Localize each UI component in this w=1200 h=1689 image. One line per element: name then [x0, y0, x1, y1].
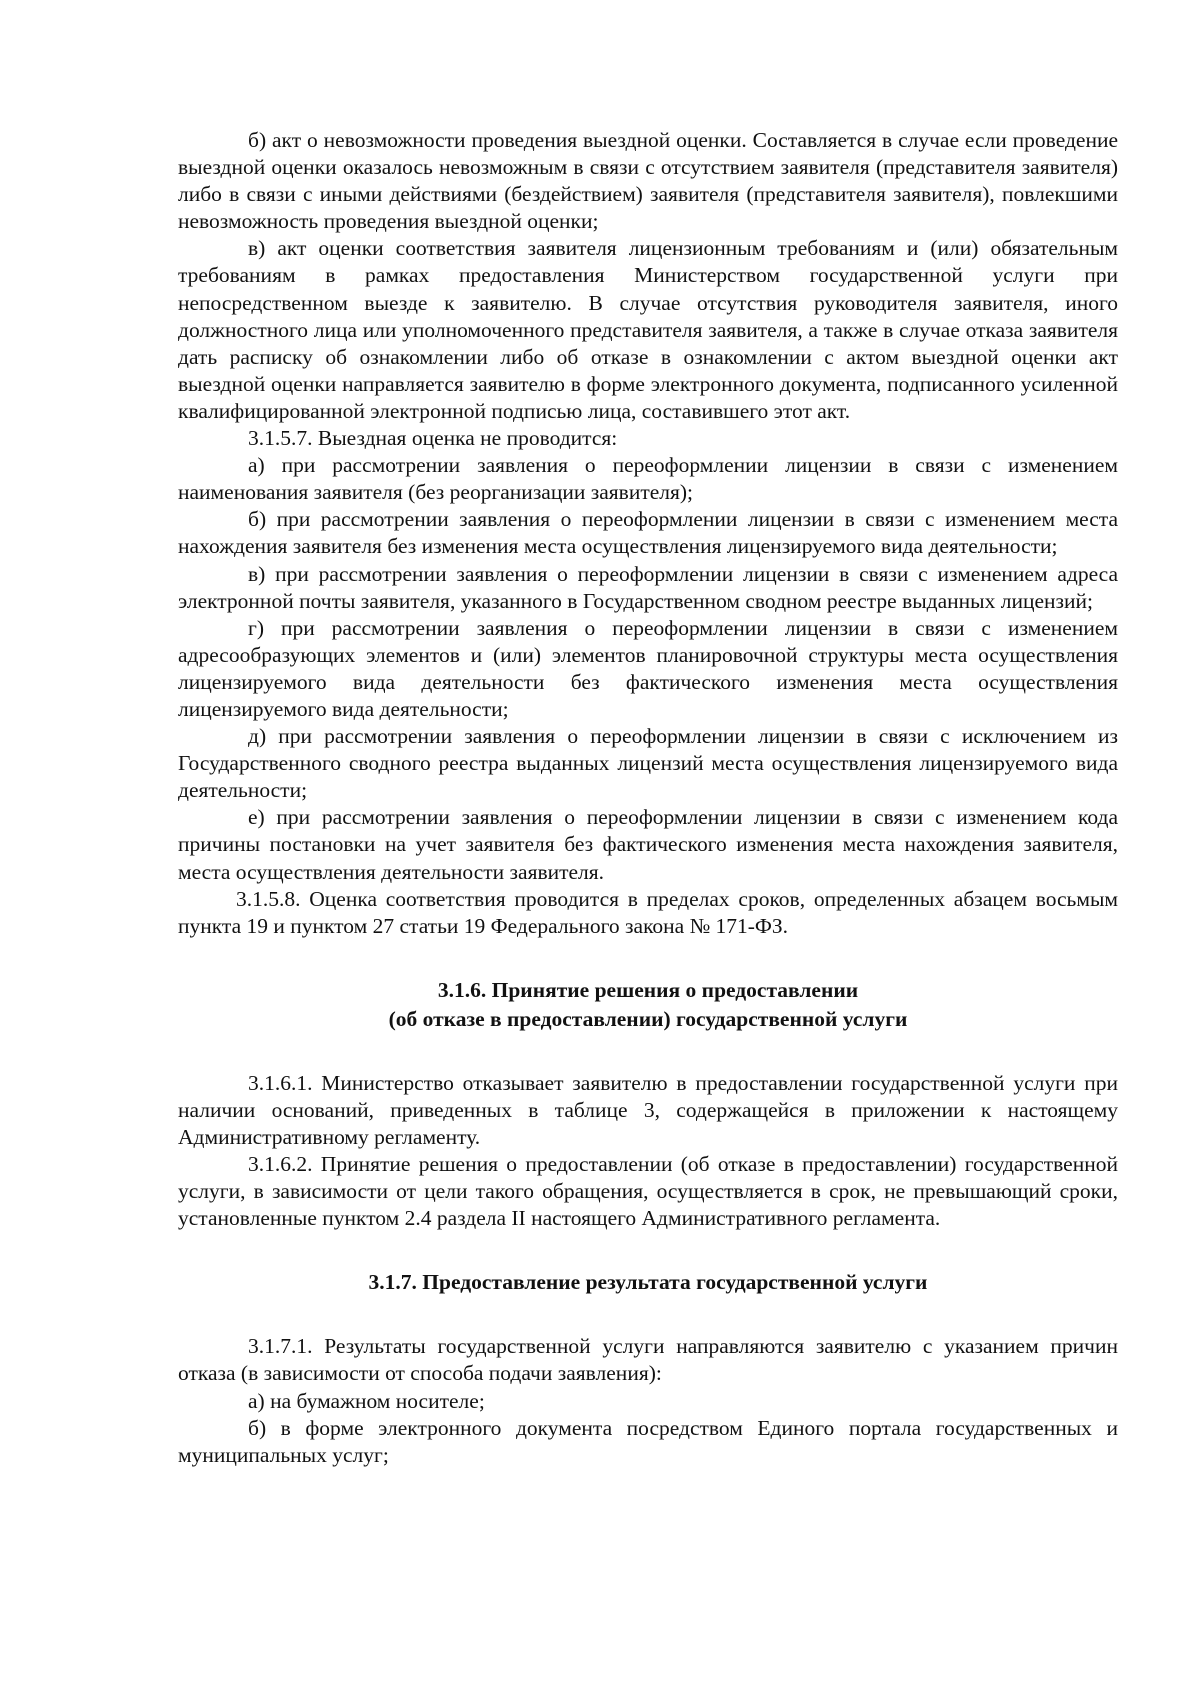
- section-heading-3-1-6: [178, 976, 1118, 1034]
- paragraph-3-1-5-7: 3.1.5.7. Выездная оценка не проводится:: [248, 426, 618, 451]
- paragraph-3-1-7-1: 3.1.7.1. Результаты государственной услуги направляются заявителю с указанием причин отказа (в зависимости от способа подачи заявления):: [178, 1334, 1118, 1386]
- paragraph-v: в) при рассмотрении заявления о переоформлении лицензии в связи с изменением адреса электронной почты заявителя, указанного в Государственном сводном реестре выданных лицензий;: [178, 561, 1118, 613]
- paragraph-g: г) при рассмотрении заявления о переоформлении лицензии в связи с изменением адресообразующих элементов и (или) элементов планировочной структуры места осуществления лицензируемого вида деятельности без фактического изменения места осуществления лицензируемого вида деятельности;: [178, 615, 1118, 721]
- paragraph-a: а) при рассмотрении заявления о переоформлении лицензии в связи с изменением наименования заявителя (без реорганизации заявителя);: [178, 453, 1118, 505]
- paragraph-d: д) при рассмотрении заявления о переоформлении лицензии в связи с исключением из Государственного сводного реестра выданных лицензий места осуществления лицензируемого вида деятельности;: [178, 724, 1118, 803]
- paragraph-3-1-5-8: 3.1.5.8. Оценка соответствия проводится в пределах сроков, определенных абзацем восьмым пункта 19 и пунктом 27 статьи 19 Федерального закона № 171-ФЗ.: [178, 886, 1118, 938]
- paragraph-a-paper: а) на бумажном носителе;: [248, 1388, 485, 1413]
- paragraph-b-electronic: б) в форме электронного документа посредством Единого портала государственных и муниципальных услуг;: [178, 1415, 1118, 1467]
- heading-3-1-7: 3.1.7. Предоставление результата государственной услуги: [368, 1270, 928, 1295]
- heading-3-1-6-line-2: (об отказе в предоставлении) государственной услуги: [388, 1006, 908, 1031]
- paragraph-b-akt: б) акт о невозможности проведения выездной оценки. Составляется в случае если проведение выездной оценки оказалось невозможным в связи с отсутствием заявителя (представителя заявителя) либо в связи с иными действиями (бездействием) заявителя (представителя заявителя), повлекшими невозможность проведения выездной оценки;: [178, 128, 1118, 234]
- heading-3-1-6-line-1: 3.1.6. Принятие решения о предоставлении: [437, 977, 859, 1002]
- paragraph-3-1-6-2: 3.1.6.2. Принятие решения о предоставлении (об отказе в предоставлении) государственной услуги, в зависимости от цели такого обращения, осуществляется в срок, не превышающий сроки, установленные пунктом 2.4 раздела II настоящего Административного регламента.: [178, 1152, 1118, 1231]
- paragraph-e: е) при рассмотрении заявления о переоформлении лицензии в связи с изменением кода причины постановки на учет заявителя без фактического изменения места нахождения заявителя, места осуществления деятельности заявителя.: [178, 805, 1118, 884]
- paragraph-3-1-6-1: 3.1.6.1. Министерство отказывает заявителю в предоставлении государственной услуги при наличии оснований, приведенных в таблице 3, содержащейся в приложении к настоящему Административному регламенту.: [178, 1070, 1118, 1149]
- paragraph-v-akt: в) акт оценки соответствия заявителя лицензионным требованиям и (или) обязательным требованиям в рамках предоставления Министерством государственной услуги при непосредственном выезде к заявителю. В случае отсутствия руководителя заявителя, иного должностного лица или уполномоченного представителя заявителя, а также в случае отказа заявителя дать расписку об ознакомлении либо об отказе в ознакомлении с актом выездной оценки акт выездной оценки направляется заявителю в форме электронного документа, подписанного усиленной квалифицированной электронной подписью лица, составившего этот акт.: [178, 236, 1118, 423]
- paragraph-b: б) при рассмотрении заявления о переоформлении лицензии в связи с изменением места нахождения заявителя без изменения места осуществления лицензируемого вида деятельности;: [178, 507, 1118, 559]
